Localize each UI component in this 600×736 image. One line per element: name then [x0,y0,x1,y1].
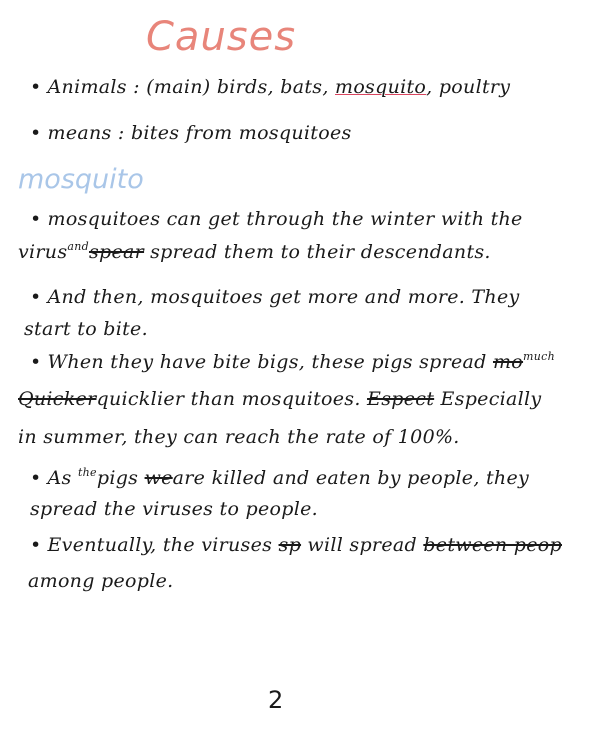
pigs-spread-text: When they have bite bigs, these pigs spread [47,351,487,373]
bullet-dot: • [30,76,42,98]
bullet-winter-line-2 [18,240,491,263]
will-spread-text: will spread [307,534,417,556]
bullet-dot: • [30,351,42,373]
bullet-dot: • [30,286,42,308]
means-text: means : bites from mosquitoes [47,122,352,144]
struck-word: sp [278,534,302,556]
bullet-dot: • [30,534,42,556]
struck-word: mo [492,351,524,373]
bullet-animals [30,76,510,98]
bullet-dot: • [30,122,42,144]
as-word: As [47,467,72,489]
bullet-pigs-line-1 [30,350,555,373]
page-title: Causes [146,14,297,60]
animals-suffix: , poultry [426,76,511,98]
bullet-pigs-line-3 [18,426,460,448]
killed-text: are killed and eaten by people, they [172,467,530,489]
eventually-text: Eventually, the viruses [47,534,273,556]
spread-people-text: spread the viruses to people. [30,498,319,520]
struck-word: between peop [423,534,562,556]
among-people-text: among people. [28,570,174,592]
mosquito-underlined: mosquito [335,76,427,98]
summer-text: in summer, they can reach the rate of 100%. [18,426,460,448]
bullet-killed-line-1 [30,466,529,489]
bite-text: start to bite. [24,318,148,340]
bullet-winter-line-1 [30,208,523,230]
bullet-dot: • [30,208,42,230]
animals-text: Animals : (main) birds, bats, [47,76,329,98]
bullet-means [30,122,352,144]
much-insert: much [523,350,556,363]
page-number: 2 [268,686,284,714]
struck-word: spear [88,241,145,263]
bullet-more-line-2 [24,318,148,340]
virus-word: virus [18,241,68,263]
struck-word: we [144,467,173,489]
struck-word: Espect [367,388,435,410]
bullet-eventually-line-1 [30,534,562,556]
bullet-dot: • [30,467,42,489]
struck-word: Quicker [18,388,97,410]
more-text: And then, mosquitoes get more and more. They [47,286,520,308]
especially-word: Especially [440,388,542,410]
pigs-word: pigs [96,467,139,489]
virus-suffix: and [67,240,89,253]
mosquito-subheading: mosquito [18,164,144,195]
winter-text: mosquitoes can get through the winter with the [47,208,523,230]
descendants-text: spread them to their descendants. [150,241,491,263]
bullet-killed-line-2 [30,498,318,520]
the-insert: the [77,466,97,479]
bullet-eventually-line-2 [28,570,174,592]
bullet-more-line-1 [30,286,520,308]
quicklier-text: quicklier than mosquitoes. [96,388,361,410]
bullet-pigs-line-2 [18,388,541,410]
